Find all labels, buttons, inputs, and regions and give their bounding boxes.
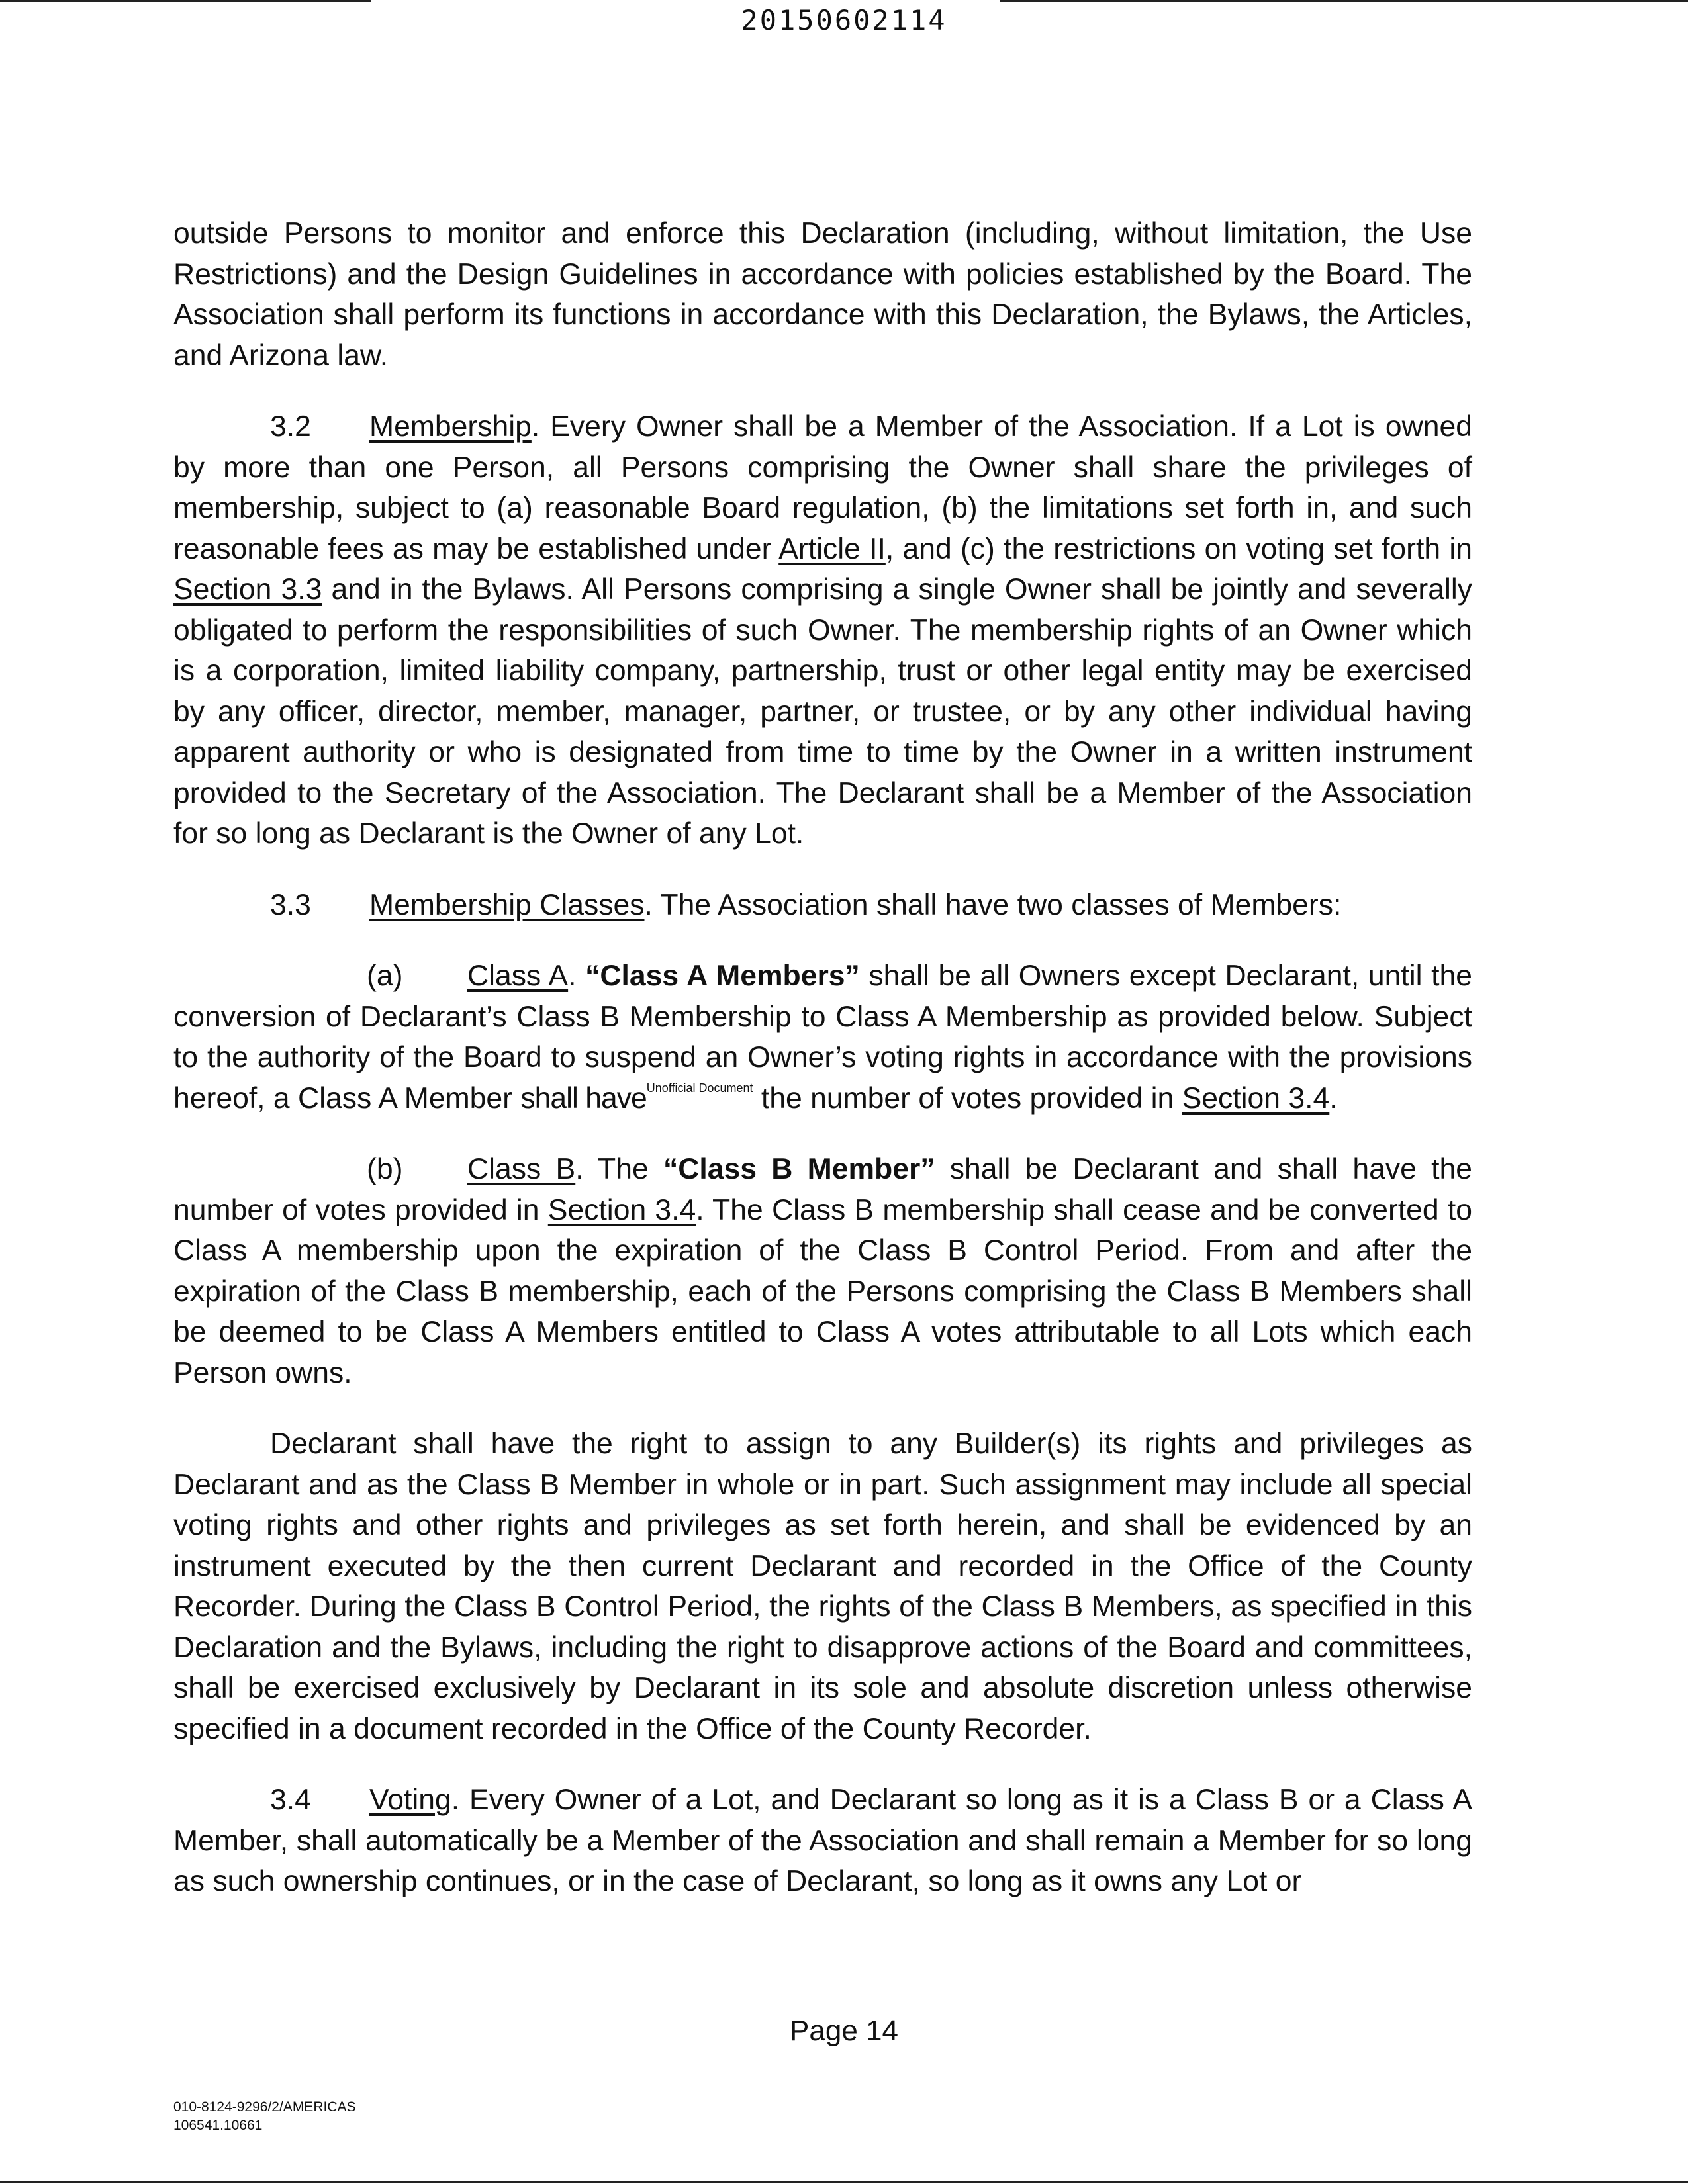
page-number: Page 14 (790, 2015, 898, 2047)
subsection-class-b: (b) Class B. The “Class B Member” shall be Declarant and shall have the number of votes provided in Section 3.4. The Class B membership shall cease and be converted to Class A membership upon the expiration of the Class B Control Period. From and after the expiration of the Class B membership, each of the Persons comprising the Class B Members shall be deemed to be Class A Members entitled to Class A votes attributable to all Lots which each Person owns. (173, 1149, 1472, 1393)
section-number: 3.2 (270, 410, 311, 443)
defined-term: “Class A Members” (585, 960, 860, 992)
section-heading: Membership (369, 410, 532, 443)
cross-reference-link: Section 3.4 (1182, 1081, 1330, 1115)
defined-term: “Class B Member” (663, 1153, 935, 1185)
document-id-line: 010-8124-9296/2/AMERICAS (173, 2099, 356, 2115)
subsection-heading: Class B (467, 1153, 576, 1185)
bottom-rule (0, 2181, 1688, 2183)
cross-reference-link: Section 3.3 (173, 573, 322, 606)
subsection-number: (a) (367, 960, 403, 992)
top-rule-right (1000, 0, 1688, 2)
cross-reference-link: Article II (778, 532, 886, 565)
subsection-heading: Class A (467, 960, 569, 992)
assignment-paragraph: Declarant shall have the right to assign to any Builder(s) its rights and privileges as Declarant and as the Class B Member in whole or in part. Such assignment may include all special voting rights and other rights and privileges as set forth herein, and shall be evidenced by an instrument executed by the then current Declarant and recorded in the Office of the County Recorder. During the Class B Control Period, the rights of the Class B Members, as specified in this Declaration and the Bylaws, including the right to disapprove actions of the Board and committees, shall be exercised exclusively by Declarant in its sole and absolute discretion unless otherwise specified in a document recorded in the Office of the County Recorder. (173, 1428, 1472, 1745)
section-3-3: 3.3 Membership Classes. The Association shall have two classes of Members: (173, 885, 1472, 926)
section-3-2: 3.2 Membership. Every Owner shall be a Member of the Association. If a Lot is owned by more than one Person, all Persons comprising the Owner shall share the privileges of membership, subject to (a) reasonable Board regulation, (b) the limitations set forth in, and such reasonable fees as may be established under Article II, and (c) the restrictions on voting set forth in Section 3.3 and in the Bylaws. All Persons comprising a single Owner shall be jointly and severally obligated to perform the responsibilities of such Owner. The membership rights of an Owner which is a corporation, limited liability company, partnership, trust or other legal entity may be exercised by any officer, director, member, manager, partner, or trustee, or by any other individual having apparent authority or who is designated from time to time by the Owner in a written instrument provided to the Secretary of the Association. The Declarant shall be a Member of the Association for so long as Declarant is the Owner of any Lot. (173, 406, 1472, 854)
section-heading: Membership Classes (369, 888, 645, 921)
document-id-line: 106541.10661 (173, 2118, 263, 2133)
top-rule-left (0, 0, 371, 2)
document-body (173, 213, 1472, 1933)
subsection-number: (b) (367, 1153, 403, 1185)
recording-number: 20150602114 (741, 4, 947, 36)
cross-reference-link: Section 3.4 (547, 1193, 696, 1226)
unofficial-document-stamp: Unofficial Document (646, 1081, 753, 1095)
document-id (173, 2098, 356, 2135)
subsection-class-a: (a) Class A. “Class A Members” shall be all Owners except Declarant, until the conversion of Declarant’s Class B Membership to Class A Membership as provided below. Subject to the authority of the Board to suspend an Owner’s voting rights in accordance with the provisions hereof, a Class A Member shall have$^{Unofficial Document}$ the number of votes provided in Section 3.4. (173, 956, 1472, 1118)
section-number: 3.3 (270, 888, 311, 921)
intro-paragraph: outside Persons to monitor and enforce this Declaration (including, without limitation, the Use Restrictions) and the Design Guidelines in accordance with policies established by the Board. The Association shall perform its functions in accordance with this Declaration, the Bylaws, the Articles, and Arizona law. (173, 217, 1472, 372)
section-number: 3.4 (270, 1784, 311, 1816)
section-3-4: 3.4 Voting. Every Owner of a Lot, and Declarant so long as it is a Class B or a Class A Member, shall automatically be a Member of the Association and shall remain a Member for so long as such ownership continues, or in the case of Declarant, so long as it owns any Lot or (173, 1780, 1472, 1902)
obscured-text: shall have (520, 1081, 647, 1115)
section-heading: Voting (369, 1784, 451, 1816)
